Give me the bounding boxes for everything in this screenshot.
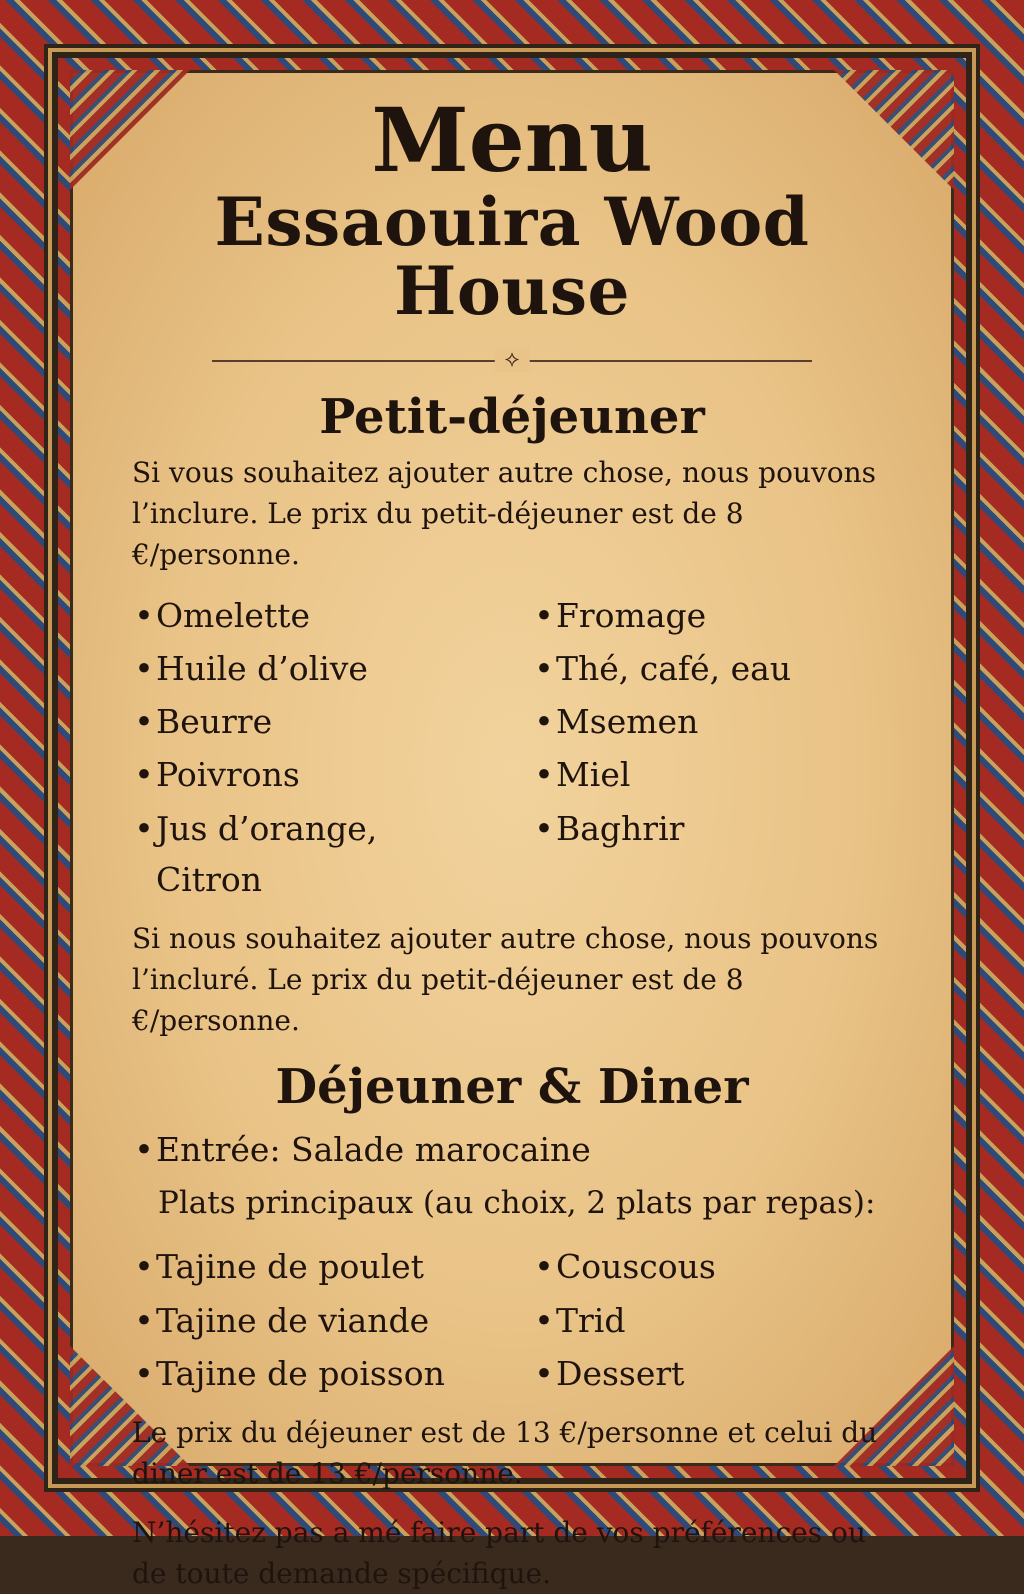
list-item <box>132 803 492 905</box>
lunch-dinner-heading: Déjeuner & Diner <box>132 1061 892 1114</box>
main-dishes-title: Plats principaux (au choix, 2 plats par repas): <box>158 1179 892 1227</box>
list-item <box>132 696 492 747</box>
list-item <box>532 643 892 694</box>
menu-item-label: Huile d’olive <box>156 643 368 694</box>
list-item <box>532 696 892 747</box>
bullet-icon: • <box>532 749 556 800</box>
menu-item-label: Beurre <box>156 696 272 747</box>
menu-item-label: Fromage <box>556 590 706 641</box>
closing-note: N’hésitez pas a mé faire part de vos préférences ou de toute demande spécifique. <box>132 1513 892 1594</box>
lunch-dinner-price: Le prix du déjeuner est de 13 €/personne et celui du diner est de 13 €/personne. <box>132 1413 892 1495</box>
menu-item-label: Couscous <box>556 1241 716 1292</box>
list-item <box>532 590 892 641</box>
bullet-icon: • <box>132 1348 156 1399</box>
bullet-icon: • <box>532 696 556 747</box>
bullet-icon: • <box>532 590 556 641</box>
menu-item-label: Trid <box>556 1295 625 1346</box>
restaurant-name: Essaouira Wood House <box>132 188 892 327</box>
bullet-icon: • <box>132 1124 156 1175</box>
breakfast-intro: Si vous souhaitez ajouter autre chose, nous pouvons l’inclure. Le prix du petit-déjeuner est de 8 €/personne. <box>132 453 892 576</box>
bullet-icon: • <box>132 696 156 747</box>
bullet-icon: • <box>132 1241 156 1292</box>
bullet-icon: • <box>532 803 556 854</box>
menu-item-label: Thé, café, eau <box>556 643 791 694</box>
list-item <box>132 1348 492 1399</box>
list-item <box>532 1241 892 1292</box>
bullet-icon: • <box>532 643 556 694</box>
bullet-icon: • <box>132 643 156 694</box>
menu-item-label: Omelette <box>156 590 310 641</box>
bullet-icon: • <box>532 1241 556 1292</box>
list-item <box>532 749 892 800</box>
menu-item-label: Tajine de poisson <box>156 1348 445 1399</box>
ornament-icon: ⟡ <box>495 347 530 372</box>
bullet-icon: • <box>132 749 156 800</box>
menu-item-label: Msemen <box>556 696 698 747</box>
list-item <box>132 1124 892 1175</box>
menu-item-label: Tajine de viande <box>156 1295 429 1346</box>
menu-item-label: Entrée: Salade marocaine <box>156 1124 591 1175</box>
bullet-icon: • <box>532 1295 556 1346</box>
menu-item-label: Miel <box>556 749 630 800</box>
list-item <box>132 643 492 694</box>
entree-list <box>132 1124 892 1175</box>
breakfast-heading: Petit-déjeuner <box>132 391 892 444</box>
list-item <box>532 803 892 905</box>
menu-item-label: Tajine de poulet <box>156 1241 424 1292</box>
menu-item-label: Baghrir <box>556 803 684 854</box>
list-item <box>132 749 492 800</box>
list-item <box>132 1241 492 1292</box>
menu-content <box>132 96 892 1594</box>
menu-item-label: Dessert <box>556 1348 684 1399</box>
list-item <box>132 1295 492 1346</box>
list-item <box>532 1348 892 1399</box>
menu-title: Menu <box>132 96 892 184</box>
ornament-divider <box>212 351 812 371</box>
main-dishes-items <box>132 1241 892 1398</box>
bullet-icon: • <box>532 1348 556 1399</box>
breakfast-items <box>132 590 892 905</box>
bullet-icon: • <box>132 1295 156 1346</box>
menu-item-label: Poivrons <box>156 749 300 800</box>
bullet-icon: • <box>132 803 156 854</box>
list-item <box>532 1295 892 1346</box>
menu-item-label: Jus d’orange, Citron <box>156 803 492 905</box>
breakfast-outro: Si nous souhaitez ajouter autre chose, nous pouvons l’incluré. Le prix du petit-déjeuner est de 8 €/personne. <box>132 919 892 1042</box>
list-item <box>132 590 492 641</box>
bullet-icon: • <box>132 590 156 641</box>
